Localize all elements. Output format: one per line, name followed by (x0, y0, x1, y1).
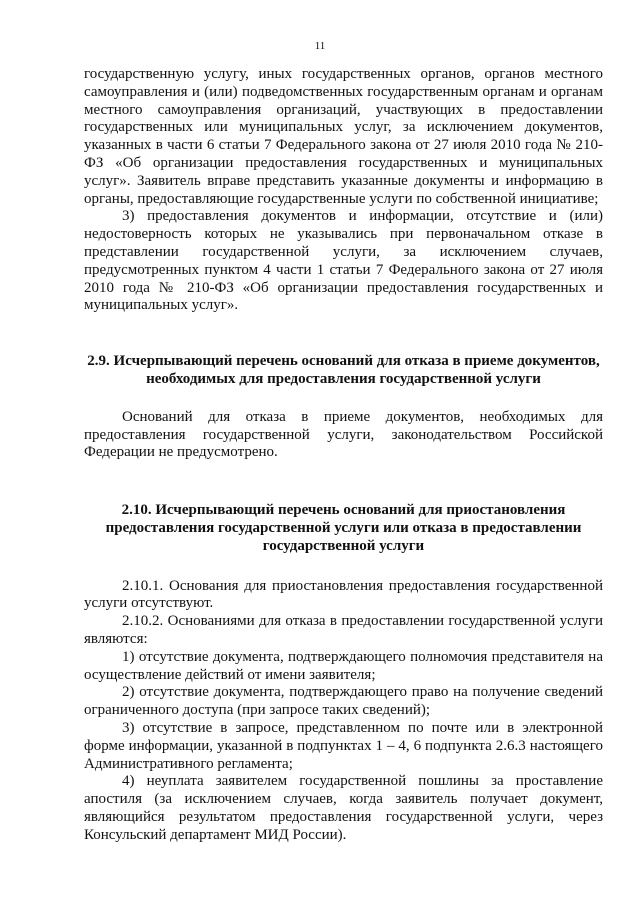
list-item-2: 2) отсутствие документа, подтверждающего право на получение сведений ограниченного доступа (при запросе таких сведений); (84, 684, 603, 719)
list-item-1: 1) отсутствие документа, подтверждающего полномочия представителя на осуществление действий от имени заявителя; (84, 648, 603, 683)
section-2-10-2: 2.10.2. Основаниями для отказа в предоставлении государственной услуги являются: (84, 613, 603, 647)
page-content (84, 66, 603, 844)
section-2-9-heading: 2.9. Исчерпывающий перечень оснований для отказа в приеме документов, необходимых для предоставления государственной услуги (87, 353, 600, 387)
section-2-10-1: 2.10.1. Основания для приостановления предоставления государственной услуги отсутствуют. (84, 577, 603, 612)
paragraph-item-3: 3) предоставления документов и информации, отсутствие и (или) недостоверность которых не указывались при первоначальном отказе в представлении государственной услуги, за исключением случаев, предусмотренных пунктом 4 части 1 статьи 7 Федерального закона от 27 июля 2010 года № 210-ФЗ «Об организации предоставления государственных и муниципальных услуг». (84, 208, 603, 314)
paragraph-continuation: государственную услугу, иных государственных органов, органов местного самоуправления и (или) подведомственных государственным органам и органам местного самоуправления организаций, участвующих в предоставлении государственных или муниципальных услуг, за исключением документов, указанных в части 6 статьи 7 Федерального закона от 27 июля 2010 года № 210-ФЗ «Об организации предоставления государственных и муниципальных услуг». Заявитель вправе представить указанные документы и информацию в органы, предоставляющие государственные услуги по собственной инициативе; (84, 66, 603, 207)
list-item-3: 3) отсутствие в запросе, представленном по почте или в электронной форме информации, указанной в подпунктах 1 – 4, 6 подпункта 2.6.3 настоящего Административного регламента; (84, 719, 603, 772)
section-2-10-heading: 2.10. Исчерпывающий перечень оснований для приостановления предоставления государственной услуги или отказа в предоставлении государственной услуги (105, 502, 582, 554)
page-number: 11 (314, 40, 326, 52)
section-2-9-text: Оснований для отказа в приеме документов, необходимых для предоставления государственной услуги, законодательством Российской Федерации не предусмотрено. (84, 408, 603, 461)
list-item-4: 4) неуплата заявителем государственной пошлины за проставление апостиля (за исключением случаев, когда заявитель получает документ, являющийся результатом предоставления государственной услуги, через Консульский департамент МИД России). (84, 773, 603, 843)
